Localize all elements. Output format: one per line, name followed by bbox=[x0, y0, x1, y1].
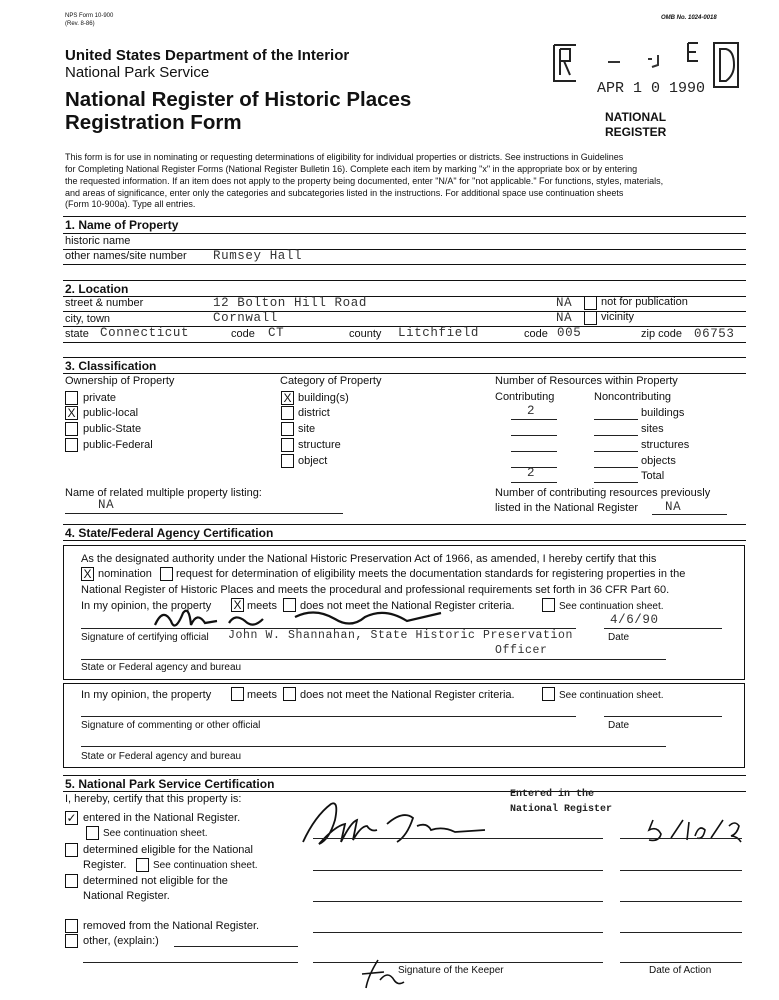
category-structure-checkbox[interactable] bbox=[281, 438, 294, 452]
section2-heading: 2. Location bbox=[65, 282, 129, 296]
section4-top-rule bbox=[63, 524, 746, 525]
keeper-line2 bbox=[313, 870, 603, 871]
county-code-label: code bbox=[524, 328, 548, 340]
agency-line bbox=[81, 659, 666, 660]
buildings-label: buildings bbox=[641, 407, 685, 419]
city-value[interactable]: Cornwall bbox=[213, 311, 278, 325]
cert-line3: National Register of Historic Places and meets the procedural and professional requirements set forth in 36 CFR Part 60. bbox=[81, 584, 670, 596]
sites-contributing-blank bbox=[511, 435, 557, 436]
ownership-public-local-label: public-local bbox=[83, 407, 139, 419]
section4-heading: 4. State/Federal Agency Certification bbox=[65, 526, 274, 540]
keeper-date-line1 bbox=[620, 838, 742, 839]
stamp-office-line1: NATIONAL bbox=[605, 110, 667, 124]
box2-see-continuation-label: See continuation sheet. bbox=[559, 690, 664, 701]
signer-name-line2[interactable]: Officer bbox=[495, 644, 548, 657]
resources-heading: Number of Resources within Property bbox=[495, 375, 678, 387]
keeper-line5 bbox=[313, 962, 603, 963]
objects-noncontributing-blank bbox=[594, 467, 638, 468]
request-label: request for determination of eligibility meets the documentation standards for registering properties in the bbox=[176, 568, 686, 580]
nomination-label: nomination bbox=[98, 568, 152, 580]
category-buildings-checkbox[interactable]: X bbox=[281, 391, 294, 405]
see-continuation-label: See continuation sheet. bbox=[559, 601, 664, 612]
meets-label: meets bbox=[247, 600, 277, 612]
keeper-label: Signature of the Keeper bbox=[398, 965, 504, 976]
not-for-publication-checkbox[interactable] bbox=[584, 296, 597, 310]
entered-continuation-label: See continuation sheet. bbox=[103, 828, 208, 839]
other-names-value[interactable]: Rumsey Hall bbox=[213, 249, 303, 263]
ownership-public-local-checkbox[interactable]: X bbox=[65, 406, 78, 420]
opinion-prefix: In my opinion, the property bbox=[81, 600, 212, 612]
historic-name-label: historic name bbox=[65, 235, 131, 247]
keeper-signature bbox=[295, 796, 495, 852]
removed-label: removed from the National Register. bbox=[83, 920, 260, 932]
box2-does-not-meet-label: does not meet the National Register criteria. bbox=[300, 689, 515, 701]
other-explain-line bbox=[174, 946, 298, 947]
agency-label: State or Federal agency and bureau bbox=[81, 662, 242, 673]
category-buildings-label: building(s) bbox=[298, 392, 349, 404]
noncontributing-label: Noncontributing bbox=[594, 391, 672, 403]
not-eligible-label-line2: National Register. bbox=[83, 890, 170, 902]
cert-line1: As the designated authority under the National Historic Preservation Act of 1966, as amended, I hereby certify that this bbox=[81, 553, 657, 565]
request-checkbox[interactable] bbox=[160, 567, 173, 581]
vicinity-label: vicinity bbox=[601, 311, 635, 323]
keeper-line4 bbox=[313, 932, 603, 933]
structures-contributing-blank bbox=[511, 451, 557, 452]
keeper-line3 bbox=[313, 901, 603, 902]
total-label: Total bbox=[641, 470, 665, 482]
contributing-label: Contributing bbox=[495, 391, 555, 403]
category-district-checkbox[interactable] bbox=[281, 406, 294, 420]
date-line bbox=[604, 628, 722, 629]
section1-top-rule bbox=[63, 216, 746, 217]
section3-heading-rule bbox=[63, 373, 746, 374]
date-label: Date bbox=[608, 632, 630, 643]
instructions-line4: and areas of significance, enter only the categories and subcategories listed in the instructions. For additional space use continuation sheets bbox=[65, 188, 624, 198]
other-names-rule bbox=[63, 264, 746, 265]
omb-number: OMB No. 1024-0018 bbox=[661, 15, 717, 21]
previously-listed-line1: Number of contributing resources previously bbox=[495, 487, 711, 499]
related-listing-blank bbox=[65, 513, 343, 514]
total-contributing-blank bbox=[511, 482, 557, 483]
not-eligible-label-line1: determined not eligible for the bbox=[83, 875, 228, 887]
keeper-date-line4 bbox=[620, 932, 742, 933]
instructions-line5: (Form 10-900a). Type all entries. bbox=[65, 199, 196, 209]
objects-label: objects bbox=[641, 455, 676, 467]
section1-heading-rule bbox=[63, 233, 746, 234]
related-listing-value[interactable]: NA bbox=[98, 498, 115, 512]
buildings-contributing-blank bbox=[511, 419, 557, 420]
section4-heading-rule bbox=[63, 540, 746, 541]
state-label: state bbox=[65, 328, 89, 340]
section5-intro: I, hereby, certify that this property is: bbox=[65, 793, 242, 805]
eligible-continuation-label: See continuation sheet. bbox=[153, 860, 258, 871]
sites-noncontributing-blank bbox=[594, 435, 638, 436]
section2-top-rule bbox=[63, 280, 746, 281]
category-heading: Category of Property bbox=[280, 375, 382, 387]
form-title: National Register of Historic Places bbox=[65, 88, 412, 111]
ownership-heading: Ownership of Property bbox=[65, 375, 175, 387]
not-eligible-checkbox[interactable] bbox=[65, 874, 78, 888]
previously-listed-value[interactable]: NA bbox=[665, 500, 682, 514]
previously-listed-line2: listed in the National Register bbox=[495, 502, 639, 514]
keeper-line1 bbox=[313, 838, 603, 839]
entered-stamp-line1: Entered in the bbox=[510, 789, 595, 800]
commenting-signature-label: Signature of commenting or other official bbox=[81, 720, 261, 731]
keeper-date-line5 bbox=[620, 962, 742, 963]
box2-meets-label: meets bbox=[247, 689, 277, 701]
entered-stamp-line2: National Register bbox=[510, 804, 613, 815]
keeper-date-handwritten bbox=[645, 812, 745, 846]
structures-noncontributing-blank bbox=[594, 451, 638, 452]
eligible-label-line2: Register. bbox=[83, 859, 127, 871]
ownership-public-state-checkbox[interactable] bbox=[65, 422, 78, 436]
city-na: NA bbox=[556, 311, 573, 325]
removed-checkbox[interactable] bbox=[65, 919, 78, 933]
form-number: NPS Form 10-900 bbox=[65, 13, 114, 19]
category-object-label: object bbox=[298, 455, 328, 467]
see-continuation-checkbox[interactable] bbox=[542, 598, 555, 612]
eligible-continuation-checkbox[interactable] bbox=[136, 858, 149, 872]
box2-see-continuation-checkbox[interactable] bbox=[542, 687, 555, 701]
other-checkbox[interactable] bbox=[65, 934, 78, 948]
structures-label: structures bbox=[641, 439, 690, 451]
department-name: United States Department of the Interior bbox=[65, 47, 350, 64]
section3-top-rule bbox=[63, 357, 746, 358]
street-na: NA bbox=[556, 296, 573, 310]
form-revision: (Rev. 8-86) bbox=[65, 21, 95, 27]
entered-continuation-checkbox[interactable] bbox=[86, 826, 99, 840]
action-date-label: Date of Action bbox=[649, 965, 712, 976]
category-structure-label: structure bbox=[298, 439, 341, 451]
street-rule bbox=[63, 311, 746, 312]
service-name: National Park Service bbox=[65, 64, 210, 81]
signature-label: Signature of certifying official bbox=[81, 632, 209, 643]
buildings-contributing[interactable]: 2 bbox=[527, 404, 536, 418]
eligible-label-line1: determined eligible for the National bbox=[83, 844, 253, 856]
county-code-value[interactable]: 005 bbox=[557, 326, 582, 340]
ownership-public-state-label: public-State bbox=[83, 423, 142, 435]
street-value[interactable]: 12 Bolton Hill Road bbox=[213, 296, 367, 310]
meets-checkbox[interactable]: X bbox=[231, 598, 244, 612]
entered-checkbox[interactable]: ✓ bbox=[66, 811, 77, 825]
street-label: street & number bbox=[65, 297, 144, 309]
ownership-public-federal-checkbox[interactable] bbox=[65, 438, 78, 452]
county-label: county bbox=[349, 328, 382, 340]
box2-does-not-meet-checkbox[interactable] bbox=[283, 687, 296, 701]
section5-heading-rule bbox=[63, 791, 746, 792]
city-label: city, town bbox=[65, 313, 111, 325]
category-object-checkbox[interactable] bbox=[281, 454, 294, 468]
stamp-office-line2: REGISTER bbox=[605, 125, 667, 139]
instructions-line2: for Completing National Register Forms (National Register Bulletin 16). Complete each item by marking "x" in the appropriate box or by entering bbox=[65, 164, 638, 174]
total-contributing[interactable]: 2 bbox=[527, 466, 536, 480]
other-explain-line2 bbox=[83, 962, 298, 963]
box2-date-line bbox=[604, 716, 722, 717]
box2-agency-line bbox=[81, 746, 666, 747]
ownership-private-label: private bbox=[83, 392, 117, 404]
buildings-noncontributing-blank bbox=[594, 419, 638, 420]
entered-label: entered in the National Register. bbox=[83, 812, 241, 824]
not-for-publication-label: not for publication bbox=[601, 296, 688, 308]
box2-agency-label: State or Federal agency and bureau bbox=[81, 751, 242, 762]
sites-label: sites bbox=[641, 423, 664, 435]
state-rule bbox=[63, 342, 746, 343]
stamp-date: APR 1 0 1990 bbox=[597, 80, 706, 97]
section5-heading: 5. National Park Service Certification bbox=[65, 777, 275, 791]
category-district-label: district bbox=[298, 407, 330, 419]
certification-date[interactable]: 4/6/90 bbox=[610, 613, 659, 627]
signer-name-line1[interactable]: John W. Shannahan, State Historic Preservation bbox=[228, 629, 574, 642]
section1-heading: 1. Name of Property bbox=[65, 218, 179, 232]
category-site-checkbox[interactable] bbox=[281, 422, 294, 436]
zip-label: zip code bbox=[641, 328, 682, 340]
total-noncontributing-blank bbox=[594, 482, 638, 483]
box2-meets-checkbox[interactable] bbox=[231, 687, 244, 701]
related-listing-label: Name of related multiple property listing: bbox=[65, 487, 262, 499]
ownership-private-checkbox[interactable] bbox=[65, 391, 78, 405]
state-code-label: code bbox=[231, 328, 255, 340]
instructions-line1: This form is for use in nominating or requesting determinations of eligibility for individual properties or districts. See instructions in Guidelines bbox=[65, 152, 624, 162]
keeper-date-line2 bbox=[620, 870, 742, 871]
commenting-signature-line bbox=[81, 716, 576, 717]
eligible-checkbox[interactable] bbox=[65, 843, 78, 857]
does-not-meet-label: does not meet the National Register criteria. bbox=[300, 600, 515, 612]
zip-value[interactable]: 06753 bbox=[694, 327, 735, 341]
category-site-label: site bbox=[298, 423, 316, 435]
box2-opinion-prefix: In my opinion, the property bbox=[81, 689, 212, 701]
box2-date-label: Date bbox=[608, 720, 630, 731]
ownership-public-federal-label: public-Federal bbox=[83, 439, 153, 451]
keeper-date-line3 bbox=[620, 901, 742, 902]
previously-listed-blank bbox=[652, 514, 727, 515]
nomination-checkbox[interactable]: X bbox=[81, 567, 94, 581]
state-value[interactable]: Connecticut bbox=[100, 326, 190, 340]
other-names-label: other names/site number bbox=[65, 250, 187, 262]
vicinity-checkbox[interactable] bbox=[584, 311, 597, 325]
section3-heading: 3. Classification bbox=[65, 359, 157, 373]
instructions-line3: the requested information. If an item does not apply to the property being documented, enter "N/A" for "not applicable." For functions, styles, materials, bbox=[65, 176, 664, 186]
form-subtitle: Registration Form bbox=[65, 111, 242, 134]
other-label: other, (explain:) bbox=[83, 935, 159, 947]
section5-top-rule bbox=[63, 775, 746, 776]
state-code-value[interactable]: CT bbox=[268, 326, 285, 340]
county-value[interactable]: Litchfield bbox=[398, 326, 480, 340]
